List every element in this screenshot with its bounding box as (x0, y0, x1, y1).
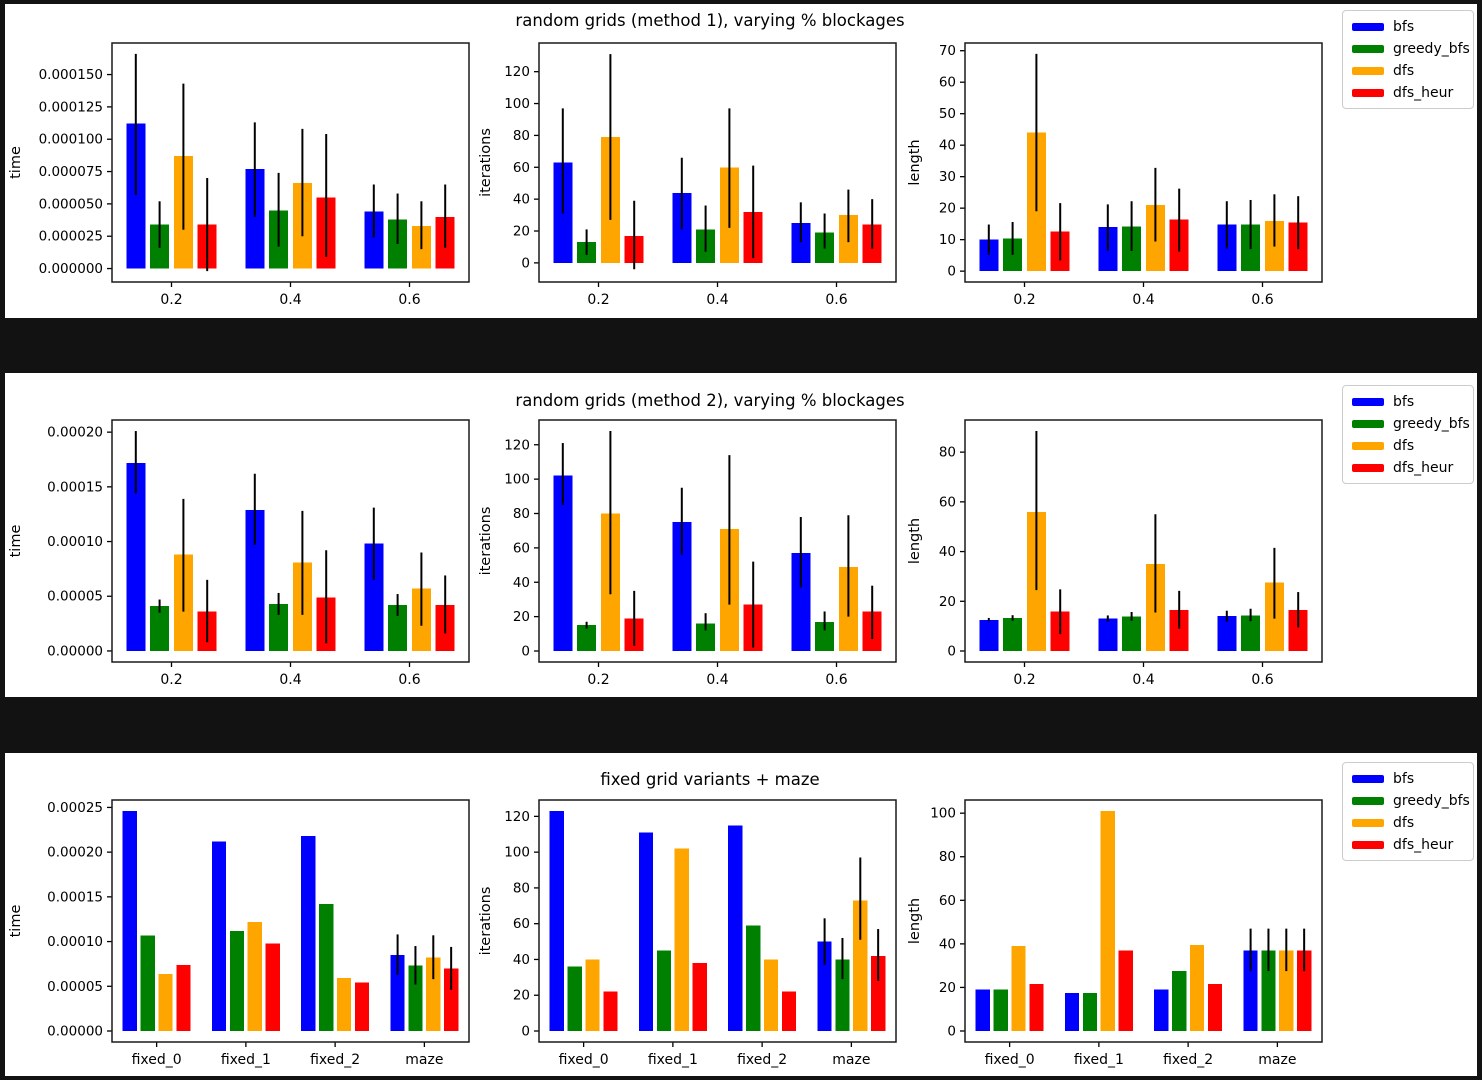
bar-dfs-fixed_0 (585, 959, 599, 1031)
legend-item-dfs (1352, 814, 1464, 831)
x-tick-label: 0.6 (1251, 672, 1274, 688)
y-axis-label: time (8, 904, 24, 938)
x-axis (160, 282, 420, 308)
legend-swatch-bfs (1352, 23, 1384, 31)
y-tick-label: 80 (512, 127, 530, 144)
y-tick-label: 60 (938, 892, 956, 909)
bar-bfs-0.4 (1098, 619, 1117, 651)
bars (553, 54, 881, 269)
y-axis (39, 67, 112, 277)
bar-dfs_heur-fixed_0 (1029, 984, 1043, 1031)
y-tick-label: 60 (512, 540, 530, 557)
y-tick-label: 0 (521, 1023, 530, 1040)
chart-time-row-2 (8, 420, 469, 688)
figure-fixed-grid-variants-maze (5, 753, 1477, 1076)
bar-greedy_bfs-0.4 (1122, 617, 1141, 651)
y-axis-label: time (8, 524, 24, 558)
legend-item-dfs_heur (1352, 84, 1464, 101)
y-tick-label: 100 (504, 96, 530, 113)
charts-canvas-row-3 (5, 753, 1477, 1076)
x-tick-label: 0.6 (825, 672, 848, 688)
x-axis (587, 282, 847, 308)
legend-swatch-bfs (1352, 775, 1384, 783)
chart-iterations-row-2 (478, 420, 896, 688)
legend-label: dfs (1393, 62, 1415, 79)
y-axis (504, 64, 539, 271)
bars (550, 811, 886, 1031)
bars (123, 811, 459, 1031)
y-tick-label: 0.000025 (38, 228, 103, 245)
x-axis (160, 662, 420, 688)
bar-dfs_heur-fixed_1 (1119, 950, 1133, 1031)
y-tick-label: 0.00020 (47, 844, 103, 861)
x-tick-label: 0.4 (279, 292, 302, 308)
y-tick-label: 0.000125 (38, 99, 103, 116)
y-tick-label: 0.000050 (38, 196, 103, 213)
chart-length-row-2 (907, 420, 1322, 688)
y-tick-label: 60 (512, 159, 530, 176)
x-tick-label: fixed_2 (737, 1052, 788, 1068)
legend-item-greedy_bfs (1352, 415, 1470, 432)
legend-item-dfs (1352, 62, 1464, 79)
chart-length-row-1 (907, 43, 1322, 308)
bar-bfs-fixed_2 (728, 825, 742, 1031)
y-tick-label: 20 (512, 609, 530, 626)
y-tick-label: 30 (938, 169, 956, 186)
x-tick-label: fixed_1 (220, 1052, 271, 1068)
x-tick-label: 0.2 (1013, 292, 1036, 308)
x-tick-label: fixed_1 (647, 1052, 698, 1068)
figure-title-row-1: random grids (method 1), varying % blockages (515, 11, 905, 30)
y-axis-label: iterations (478, 886, 494, 956)
bar-dfs-fixed_0 (1011, 946, 1025, 1031)
legend-label: dfs_heur (1393, 84, 1454, 101)
bar-bfs-fixed_1 (212, 841, 226, 1031)
y-tick-label: 80 (512, 506, 530, 522)
bar-greedy_bfs-fixed_0 (994, 990, 1008, 1031)
x-axis (1013, 282, 1273, 308)
bar-greedy_bfs-fixed_2 (319, 904, 333, 1031)
y-tick-label: 120 (504, 437, 530, 454)
x-tick-label: 0.2 (587, 292, 610, 308)
bar-greedy_bfs-fixed_1 (230, 931, 244, 1031)
chart-iterations-row-3 (478, 800, 896, 1068)
y-tick-label: 120 (504, 64, 530, 81)
bars (976, 811, 1312, 1031)
bar-dfs-fixed_2 (764, 959, 778, 1031)
y-tick-label: 80 (938, 444, 956, 461)
legend-item-bfs (1352, 770, 1464, 787)
x-axis (132, 1042, 444, 1068)
bars (979, 54, 1307, 271)
bar-dfs-fixed_1 (248, 922, 262, 1031)
x-tick-label: fixed_0 (131, 1052, 182, 1068)
y-axis (47, 425, 112, 660)
bars (979, 431, 1307, 651)
y-tick-label: 0.00005 (47, 588, 103, 605)
x-tick-label: maze (405, 1052, 444, 1068)
y-tick-label: 0 (521, 255, 530, 272)
y-tick-label: 100 (930, 805, 956, 822)
legend-box-row-3 (1342, 762, 1474, 861)
y-tick-label: 0.000150 (38, 67, 103, 84)
bar-dfs-fixed_0 (158, 974, 172, 1031)
legend-label: greedy_bfs (1393, 40, 1470, 57)
x-tick-label: 0.2 (160, 292, 183, 308)
chart-time-row-3 (8, 800, 469, 1068)
x-tick-label: 0.2 (587, 672, 610, 688)
y-tick-label: 0.000075 (38, 164, 103, 181)
bars (126, 431, 454, 651)
x-tick-label: 0.2 (1013, 672, 1036, 688)
bar-bfs-fixed_2 (301, 836, 315, 1031)
bar-greedy_bfs-0.2 (577, 625, 596, 651)
bar-dfs-fixed_2 (337, 978, 351, 1031)
bar-dfs_heur-fixed_1 (266, 943, 280, 1031)
figure-random-grids-method-1 (5, 4, 1477, 318)
legend-swatch-dfs (1352, 819, 1384, 827)
y-tick-label: 0 (947, 643, 956, 660)
y-tick-label: 0.00010 (47, 534, 103, 551)
bar-bfs-fixed_0 (123, 811, 137, 1031)
bar-bfs-fixed_1 (639, 832, 653, 1031)
x-tick-label: fixed_1 (1073, 1052, 1124, 1068)
chart-iterations-row-1 (478, 43, 896, 308)
y-axis (930, 806, 965, 1040)
legend-swatch-greedy_bfs (1352, 420, 1384, 428)
y-tick-label: 20 (512, 223, 530, 240)
y-axis (504, 437, 539, 659)
y-tick-label: 0.00000 (47, 1023, 103, 1040)
x-tick-label: 0.4 (706, 292, 729, 308)
legend-swatch-bfs (1352, 398, 1384, 406)
series-dfs (601, 431, 858, 651)
bar-dfs_heur-fixed_0 (603, 992, 617, 1031)
y-tick-label: 20 (938, 593, 956, 610)
y-tick-label: 60 (938, 74, 956, 91)
bar-dfs-fixed_1 (675, 849, 689, 1031)
bar-bfs-fixed_0 (550, 811, 564, 1031)
bar-dfs_heur-fixed_2 (1208, 984, 1222, 1031)
y-tick-label: 0 (521, 643, 530, 660)
y-tick-label: 0.00015 (47, 479, 103, 496)
bar-dfs_heur-fixed_1 (693, 963, 707, 1031)
y-tick-label: 100 (504, 844, 530, 861)
y-tick-label: 0.000100 (38, 131, 103, 148)
bar-greedy_bfs-0.2 (1003, 618, 1022, 651)
bar-bfs-fixed_0 (976, 990, 990, 1031)
x-axis (985, 1042, 1297, 1068)
legend-item-greedy_bfs (1352, 40, 1470, 57)
y-tick-label: 120 (504, 808, 530, 825)
x-tick-label: 0.6 (1251, 292, 1274, 308)
y-axis-label: length (907, 139, 923, 186)
x-tick-label: maze (1258, 1052, 1297, 1068)
legend-label: greedy_bfs (1393, 792, 1470, 809)
series-dfs (601, 54, 858, 263)
x-tick-label: 0.2 (160, 672, 183, 688)
legend-label: bfs (1393, 393, 1415, 410)
x-axis (1013, 662, 1273, 688)
chart-length-row-3 (907, 800, 1322, 1068)
y-tick-label: 80 (512, 880, 530, 897)
legend-box-row-2 (1342, 385, 1474, 484)
bar-greedy_bfs-fixed_1 (657, 951, 671, 1031)
x-tick-label: fixed_0 (984, 1052, 1035, 1068)
chart-time-row-1 (8, 43, 469, 308)
y-axis (939, 445, 965, 660)
y-tick-label: 40 (938, 544, 956, 561)
y-axis (504, 809, 539, 1040)
legend-swatch-dfs_heur (1352, 464, 1384, 472)
x-tick-label: 0.6 (825, 292, 848, 308)
y-tick-label: 0 (947, 263, 956, 280)
series-bfs (553, 443, 810, 651)
bar-greedy_bfs-fixed_0 (568, 967, 582, 1031)
bar-greedy_bfs-fixed_0 (141, 935, 155, 1031)
y-tick-label: 40 (938, 936, 956, 953)
y-tick-label: 0.000000 (38, 261, 103, 278)
y-tick-label: 0.00000 (47, 643, 103, 660)
y-tick-label: 0.00005 (47, 978, 103, 995)
y-axis-label: length (907, 897, 923, 945)
legend-box-row-1 (1342, 10, 1474, 109)
y-tick-label: 100 (504, 471, 530, 488)
y-axis-label: iterations (478, 506, 494, 576)
y-tick-label: 40 (512, 574, 530, 591)
x-tick-label: fixed_2 (1163, 1052, 1214, 1068)
figure-title-row-2: random grids (method 2), varying % blockages (515, 391, 905, 410)
legend-label: dfs_heur (1393, 836, 1454, 853)
y-tick-label: 0.00010 (47, 934, 103, 951)
bar-greedy_bfs-fixed_2 (1172, 971, 1186, 1031)
legend-item-bfs (1352, 393, 1464, 410)
x-tick-label: 0.6 (398, 292, 421, 308)
bar-dfs_heur-fixed_2 (355, 983, 369, 1031)
bar-greedy_bfs-fixed_2 (746, 925, 760, 1031)
legend-item-dfs_heur (1352, 459, 1464, 476)
bar-dfs-fixed_2 (1190, 945, 1204, 1031)
y-tick-label: 0 (947, 1023, 956, 1040)
bar-greedy_bfs-fixed_1 (1083, 993, 1097, 1031)
legend-swatch-dfs_heur (1352, 89, 1384, 97)
x-tick-label: 0.4 (706, 672, 729, 688)
x-axis (559, 1042, 871, 1068)
x-tick-label: 0.4 (1132, 292, 1155, 308)
legend-swatch-greedy_bfs (1352, 45, 1384, 53)
y-tick-label: 0.00020 (47, 424, 103, 441)
y-tick-label: 20 (512, 987, 530, 1004)
x-tick-label: fixed_2 (310, 1052, 361, 1068)
bar-dfs_heur-fixed_2 (782, 992, 796, 1031)
legend-item-greedy_bfs (1352, 792, 1470, 809)
y-tick-label: 0.00015 (47, 889, 103, 906)
legend-swatch-dfs (1352, 67, 1384, 75)
figure-random-grids-method-2 (5, 373, 1477, 697)
figure-title-row-3: fixed grid variants + maze (600, 770, 820, 789)
bar-bfs-fixed_2 (1154, 990, 1168, 1031)
legend-label: greedy_bfs (1393, 415, 1470, 432)
legend-item-dfs (1352, 437, 1464, 454)
x-axis (587, 662, 847, 688)
legend-label: dfs (1393, 814, 1415, 831)
legend-swatch-dfs_heur (1352, 841, 1384, 849)
y-tick-label: 70 (938, 43, 956, 60)
bar-bfs-0.2 (979, 620, 998, 651)
legend-label: dfs (1393, 437, 1415, 454)
x-tick-label: 0.4 (1132, 672, 1155, 688)
x-tick-label: 0.6 (398, 672, 421, 688)
y-tick-label: 50 (938, 106, 956, 123)
y-tick-label: 80 (938, 849, 956, 866)
y-tick-label: 20 (938, 979, 956, 996)
y-axis-label: time (8, 146, 24, 179)
legend-label: bfs (1393, 18, 1415, 35)
y-tick-label: 10 (938, 232, 956, 249)
y-tick-label: 0.00025 (47, 799, 103, 816)
bars (126, 54, 454, 271)
series-bfs (553, 108, 810, 263)
y-tick-label: 20 (938, 200, 956, 217)
y-tick-label: 40 (512, 191, 530, 208)
legend-label: dfs_heur (1393, 459, 1454, 476)
bars (553, 431, 881, 651)
legend-item-dfs_heur (1352, 836, 1464, 853)
x-tick-label: maze (832, 1052, 871, 1068)
charts-canvas-row-2 (5, 373, 1477, 697)
y-axis (47, 800, 112, 1040)
charts-canvas-row-1 (5, 4, 1477, 318)
legend-swatch-dfs (1352, 442, 1384, 450)
bar-bfs-fixed_1 (1065, 993, 1079, 1031)
bar-dfs_heur-fixed_0 (176, 965, 190, 1031)
y-axis-label: iterations (478, 128, 494, 197)
y-tick-label: 40 (512, 951, 530, 968)
legend-swatch-greedy_bfs (1352, 797, 1384, 805)
y-tick-label: 40 (938, 137, 956, 154)
y-axis (939, 43, 965, 279)
legend-label: bfs (1393, 770, 1415, 787)
bar-greedy_bfs-0.2 (150, 606, 169, 651)
bar-dfs-fixed_1 (1101, 811, 1115, 1031)
legend-item-bfs (1352, 18, 1464, 35)
x-tick-label: fixed_0 (558, 1052, 609, 1068)
y-tick-label: 60 (938, 494, 956, 511)
y-tick-label: 60 (512, 916, 530, 933)
x-tick-label: 0.4 (279, 672, 302, 688)
y-axis-label: length (907, 517, 923, 565)
